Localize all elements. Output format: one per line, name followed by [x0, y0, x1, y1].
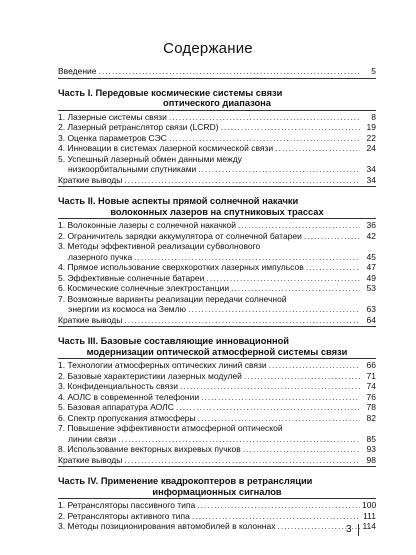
part-heading-line-2: оптического диапазона	[163, 98, 271, 108]
toc-entry[interactable]	[58, 122, 376, 133]
toc-entry-page: 22	[366, 132, 376, 143]
toc-entry-page: 78	[366, 402, 376, 412]
toc-entry-label: 1. Ретрансляторы пассивного типа	[58, 500, 196, 510]
dot-leader	[192, 511, 360, 522]
toc-entry[interactable]	[58, 112, 376, 123]
dot-leader	[176, 402, 360, 413]
dot-leader	[124, 455, 360, 466]
dot-leader	[231, 283, 360, 294]
part-heading-line-1: Часть IV. Применение квадрокоптеров в ретрансляции	[58, 476, 313, 486]
part-heading-line-1: Часть II. Новые аспекты прямой солнечной накачки	[58, 196, 299, 206]
toc-entry-label: 4. АОЛС в современной телефонии	[58, 391, 200, 402]
toc-entry-page: 34	[366, 164, 376, 174]
toc-entry[interactable]	[58, 273, 376, 284]
toc-entry-continuation[interactable]	[58, 252, 376, 263]
toc-entry-page: 74	[366, 381, 376, 391]
toc-entry-label: 3. Методы позиционирования автомобилей в колоннах	[58, 521, 276, 531]
toc-entry-label: 2. Ретрансляторы активного типа	[58, 510, 190, 521]
toc-entry-label: 3. Оценка параметров СЭС	[58, 132, 167, 143]
toc-entry-label: 4. Инновации в системах лазерной космической связи	[58, 143, 274, 153]
toc-entry-label: 5. Эффективные солнечные батареи	[58, 272, 205, 283]
toc-entry-page: 47	[366, 262, 376, 272]
toc-entry[interactable]	[58, 423, 376, 434]
toc-entry[interactable]	[58, 511, 376, 522]
divider	[58, 466, 376, 467]
divider	[58, 186, 376, 187]
toc-entry[interactable]	[58, 154, 376, 165]
dot-leader	[198, 413, 360, 424]
dot-leader	[169, 133, 360, 144]
divider	[58, 110, 376, 111]
dot-leader	[306, 262, 360, 273]
page-number: 3	[346, 524, 359, 536]
toc-entry[interactable]	[58, 444, 376, 455]
toc-entry-page: 76	[366, 391, 376, 402]
toc-entry[interactable]	[58, 381, 376, 392]
toc-entry[interactable]	[58, 315, 376, 326]
dot-leader	[275, 143, 360, 154]
toc-entry-page: 111	[363, 510, 376, 521]
toc-entry-page: 66	[366, 360, 376, 370]
toc-entry-page: 45	[366, 251, 376, 262]
divider	[58, 218, 376, 219]
divider	[58, 498, 376, 499]
toc-entry-label: 1. Волоконные лазеры с солнечной накачкой	[58, 220, 237, 230]
toc-entry[interactable]	[58, 392, 376, 403]
dot-leader	[238, 220, 360, 231]
toc-entry-label: 3. Конфиденциальность связи	[58, 381, 178, 391]
toc-entry[interactable]	[58, 283, 376, 294]
toc-entry[interactable]	[58, 241, 376, 252]
toc-entry-page: 64	[366, 314, 376, 325]
toc-entry-continuation[interactable]	[58, 434, 376, 445]
toc-entry-label: 7. Повышение эффективности атмосферной оптической	[58, 423, 283, 433]
toc-entry-label: низкоорбитальными спутниками	[68, 164, 197, 174]
part-heading-line-1: Часть I. Передовые космические системы связи	[58, 87, 283, 98]
toc-part-section	[58, 186, 376, 325]
toc-part-section	[58, 78, 376, 186]
dot-leader	[118, 434, 360, 445]
dot-leader	[206, 273, 360, 284]
toc-entry-page: 19	[366, 122, 376, 132]
toc-entry-label: 6. Спектр пропускания атмосферы	[58, 412, 196, 423]
toc-part-heading[interactable]	[58, 476, 376, 497]
toc-entry-page: 49	[366, 272, 376, 283]
toc-entry-page: 82	[366, 412, 376, 423]
dot-leader	[188, 304, 360, 315]
toc-entry-label: 4. Прямое использование сверхкоротких лазерных импульсов	[58, 262, 304, 272]
toc-entry[interactable]	[58, 231, 376, 242]
toc-entry-page: 63	[366, 304, 376, 314]
toc-entry[interactable]	[58, 143, 376, 154]
toc-entry[interactable]	[58, 175, 376, 186]
toc-entry-continuation[interactable]	[58, 304, 376, 315]
toc-entry[interactable]	[58, 133, 376, 144]
toc-entry-label: 3. Методы эффективной реализации субволнового	[58, 241, 261, 251]
toc-entry[interactable]	[58, 500, 376, 511]
toc-parts	[58, 78, 376, 532]
dot-leader	[197, 500, 360, 511]
toc-entry-label: Введение	[58, 66, 97, 76]
toc-entry[interactable]	[58, 262, 376, 273]
toc-entry[interactable]	[58, 402, 376, 413]
toc-entry-label: лазерного пучка	[68, 251, 133, 262]
toc-entry-label: Краткие выводы	[58, 174, 123, 185]
dot-leader	[198, 164, 360, 175]
dot-leader	[169, 112, 360, 123]
part-heading-line-1: Часть III. Базовые составляющие инновационной	[58, 336, 290, 346]
toc-entry-page: 114	[362, 521, 376, 531]
toc-part-section	[58, 466, 376, 532]
toc-entry-label: 8. Использование векторных вихревых пучков	[58, 444, 241, 454]
toc-entry-page: 85	[366, 433, 376, 444]
toc-entry-label: 7. Возможные варианты реализации передачи солнечной	[58, 293, 287, 304]
toc-entry-intro[interactable]	[58, 66, 376, 77]
toc-entry-label: 2. Лазерный ретранслятор связи (LCRD)	[58, 122, 219, 132]
dot-leader	[243, 444, 360, 455]
dot-leader	[221, 122, 360, 133]
divider	[58, 326, 376, 327]
toc-part-heading[interactable]	[58, 196, 376, 217]
toc-part-section	[58, 326, 376, 465]
toc-entry-label: 6. Космические солнечные электростанции	[58, 283, 230, 293]
table-of-contents	[58, 66, 376, 532]
toc-part-heading[interactable]	[58, 88, 376, 109]
toc-entry[interactable]	[58, 371, 376, 382]
dot-leader	[124, 315, 360, 326]
toc-entry[interactable]	[58, 521, 376, 532]
toc-entry-label: Краткие выводы	[58, 314, 123, 325]
toc-entry-page: 100	[362, 500, 377, 510]
toc-entry-page: 8	[371, 111, 376, 122]
part-heading-line-2: модернизации оптической атмосферной системы связи	[86, 346, 348, 357]
toc-entry-page: 98	[366, 454, 376, 465]
toc-entry-label: 2. Ограничитель зарядки аккумулятора от солнечной батареи	[58, 230, 302, 241]
page-title: Содержание	[163, 40, 253, 57]
toc-entry-page: 24	[366, 143, 376, 153]
toc-entry[interactable]	[58, 220, 376, 231]
toc-entry-continuation[interactable]	[58, 164, 376, 175]
toc-entry[interactable]	[58, 294, 376, 305]
toc-entry-label: 1. Лазерные системы связи	[58, 111, 167, 122]
part-heading-line-2: волоконных лазеров на спутниковых трассах	[110, 206, 324, 217]
toc-entry-page: 53	[366, 283, 376, 293]
dot-leader	[124, 175, 360, 186]
toc-entry-page: 71	[366, 370, 376, 381]
toc-entry-label: 1. Технологии атмосферных оптических линий связи	[58, 360, 267, 370]
toc-entry-page: 5	[371, 66, 376, 76]
dot-leader	[180, 381, 360, 392]
toc-entry[interactable]	[58, 413, 376, 424]
dot-leader	[304, 231, 360, 242]
toc-entry-label: 5. Успешный лазерный обмен данными между	[58, 153, 242, 164]
dot-leader	[244, 371, 360, 382]
toc-entry-label: 5. Базовая аппаратура АОЛС	[58, 402, 174, 412]
toc-entry[interactable]	[58, 360, 376, 371]
toc-entry-page: 34	[366, 174, 376, 185]
dot-leader	[269, 360, 360, 371]
part-heading-line-2: информационных сигналов	[152, 486, 282, 497]
dot-leader	[134, 252, 360, 263]
toc-entry-label: линии связи	[68, 433, 117, 444]
toc-entry-page: 93	[366, 444, 376, 454]
divider	[58, 78, 376, 79]
toc-part-heading[interactable]	[58, 336, 376, 357]
toc-entry[interactable]	[58, 455, 376, 466]
toc-entry-label: энергии из космоса на Землю	[68, 304, 186, 314]
divider	[58, 358, 376, 359]
dot-leader	[99, 66, 361, 77]
toc-entry-page: 36	[366, 220, 376, 230]
toc-entry-label: 2. Базовые характеристики лазерных модулей	[58, 370, 242, 381]
toc-entry-label: Краткие выводы	[58, 454, 123, 465]
toc-entry-page: 42	[366, 230, 376, 241]
dot-leader	[201, 392, 360, 403]
